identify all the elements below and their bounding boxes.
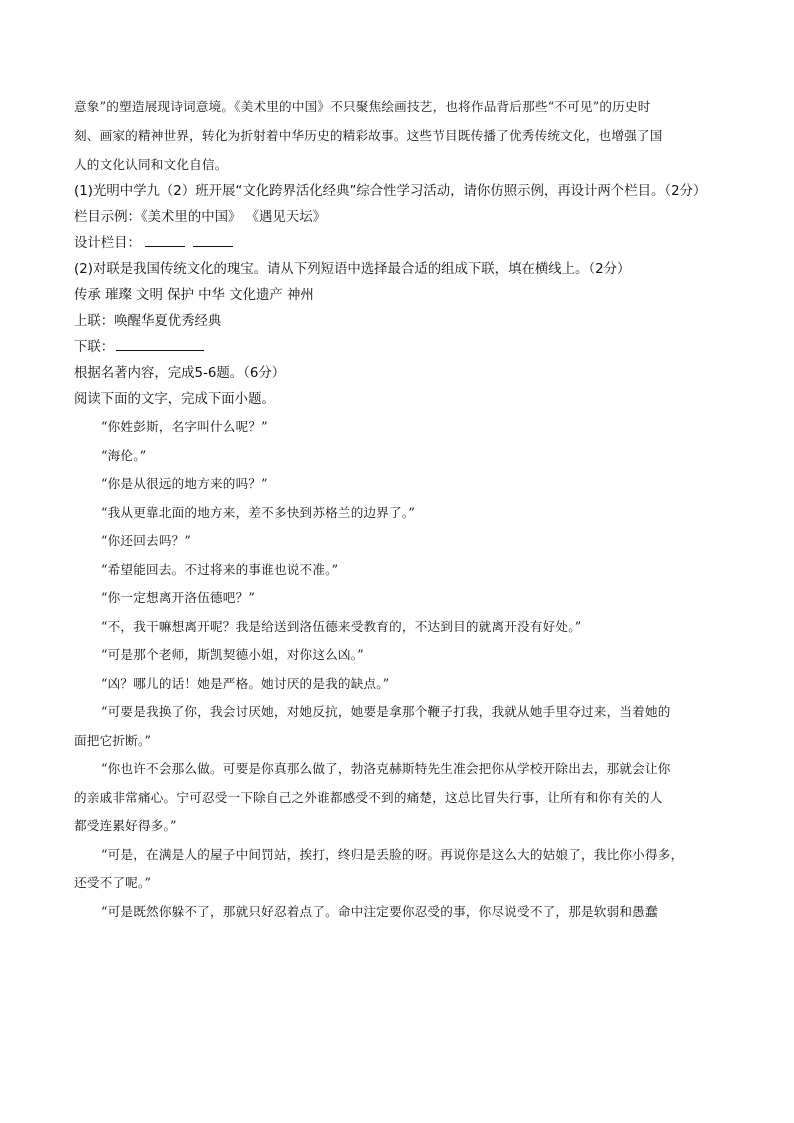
dialogue-line: “可是，在满是人的屋子中间罚站，挨打，终归是丢脸的呀。再说你是这么大的姑娘了，我比你小得多， [101,846,684,862]
design-columns-line [74,231,724,257]
dialogue-line: “你是从很远的地方来的吗？” [101,476,268,491]
dialogue-line: “你还回去吗？” [101,533,192,548]
dialogue-line: “可是既然你躲不了，那就只好忍着点了。命中注定要你忍受的事，你尽说受不了，那是软弱和愚蠢 [101,903,658,919]
lower-couplet-line [74,335,724,361]
dialogue-line: “凶？哪儿的话！她是严格。她讨厌的是我的缺点。” [101,675,390,691]
upper-couplet: 上联：唤醒华夏优秀经典 [74,314,222,329]
document-content [74,92,724,926]
dialogue-paragraph [74,841,724,898]
dialogue-line: “你也许不会那么做。可要是你真那么做了，勃洛克赫斯特先生准会把你从学校开除出去，那就会让你 [101,761,671,776]
section-heading: 根据名著内容，完成5-6题。（6分） [74,366,286,381]
design-columns-label: 设计栏目： [74,236,141,251]
dialogue-paragraph [74,698,724,755]
dialogue-line: 的亲戚非常痛心。宁可忍受一下除自己之外谁都感受不到的痛楚，这总比冒失行事，让所有和你有关的人 [74,789,663,805]
question-2 [74,257,724,361]
question-2-prompt: (2)对联是我国传统文化的瑰宝。请从下列短语中选择最合适的组成下联，填在横线上。（2分） [74,262,631,277]
column-blank-2[interactable] [193,232,233,247]
phrase-options: 传承 璀璨 文明 保护 中华 文化遗产 神州 [74,288,314,303]
intro-line: 意象”的塑造展现诗词意境。《美术里的中国》不只聚焦绘画技艺，也将作品背后那些“不可见”的历史时 [74,99,651,114]
dialogue-paragraph [74,898,724,927]
lower-couplet-blank[interactable] [116,336,204,351]
dialogue-line: 还受不了呢。” [74,875,152,890]
dialogue-line: “你一定想离开洛伍德吧？” [101,590,256,605]
dialogue-line: 都受连累好得多。” [74,818,177,833]
dialogue-passage [74,413,724,926]
dialogue-line: “我从更靠北面的地方来，差不多快到苏格兰的边界了。” [101,504,416,520]
section-instruction: 阅读下面的文字，完成下面小题。 [74,392,275,407]
dialogue-line: “希望能回去。不过将来的事谁也说不准。” [101,561,339,577]
dialogue-line: “可是那个老师，斯凯契德小姐，对你这么凶。” [101,647,364,662]
dialogue-line: “不，我干嘛想离开呢？我是给送到洛伍德来受教育的，不达到目的就离开没有好处。” [101,618,582,634]
dialogue-line: “可要是我换了你，我会讨厌她，对她反抗，她要是拿那个鞭子打我，我就从她手里夺过来，当着她的 [101,704,671,719]
question-1 [74,179,724,257]
reading-section [74,361,724,413]
intro-line: 刻、画家的精神世界，转化为折射着中华历史的精彩故事。这些节目既传播了优秀传统文化，也增强了国 [74,128,663,143]
intro-paragraph [74,92,724,179]
column-blank-1[interactable] [145,232,185,247]
column-example: 栏目示例：《美术里的中国》 《遇见天坛》 [74,210,326,225]
dialogue-line: 面把它折断。” [74,732,152,748]
lower-couplet-label: 下联： [74,340,115,355]
dialogue-paragraph [74,755,724,841]
dialogue-line: “你姓彭斯，名字叫什么呢？” [101,419,268,434]
dialogue-line: “海伦。” [101,447,147,463]
question-1-prompt: (1)光明中学九（2）班开展“文化跨界活化经典”综合性学习活动，请你仿照示例，再设计两个栏目。（2分） [74,184,707,199]
intro-line: 人的文化认同和文化自信。 [74,157,228,172]
